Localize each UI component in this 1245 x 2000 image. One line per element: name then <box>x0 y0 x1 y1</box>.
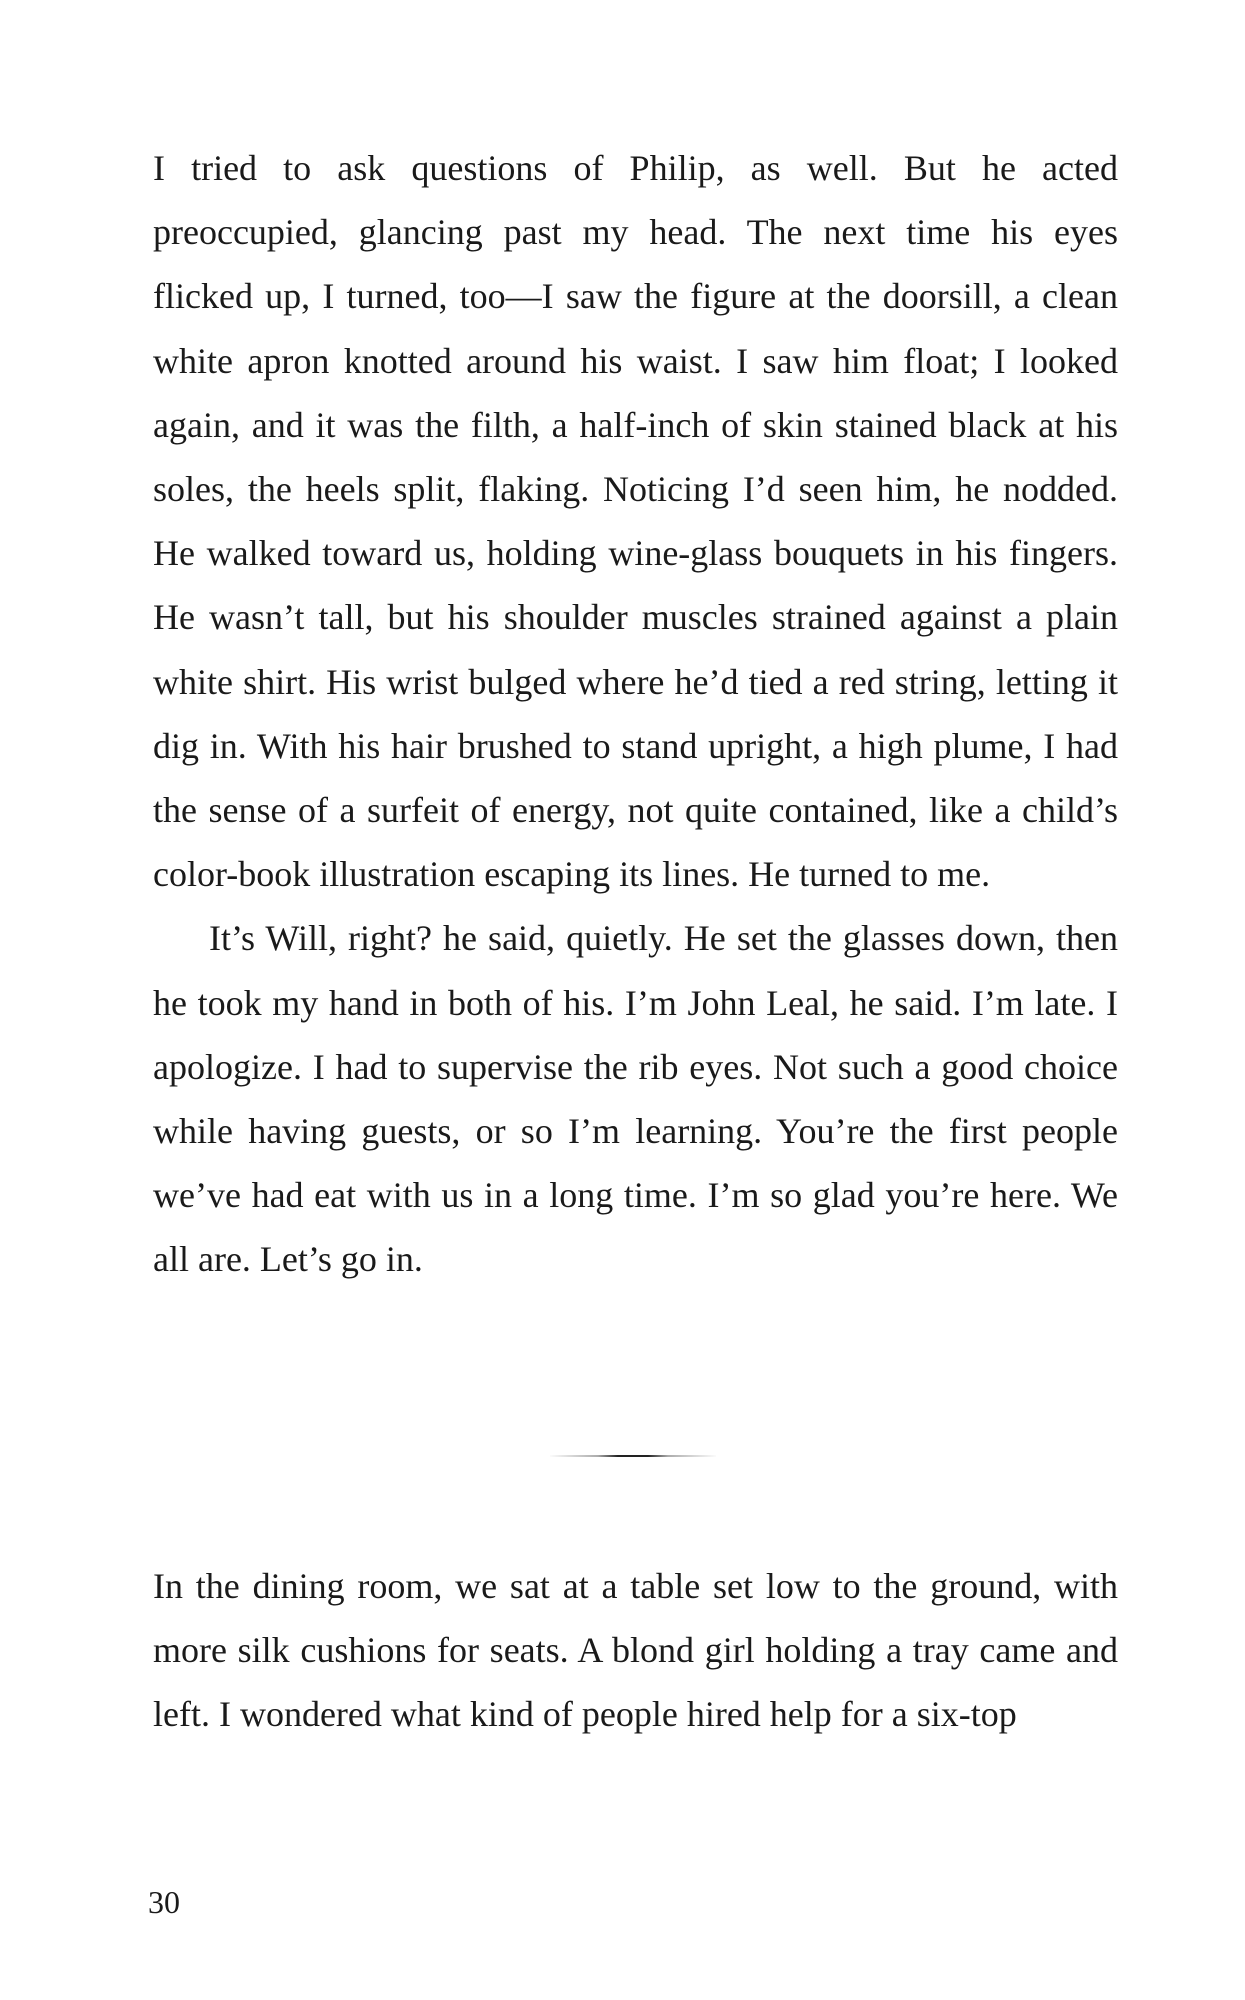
text-block-lower <box>153 1554 1118 1747</box>
section-break-rule <box>548 1454 718 1458</box>
paragraph: In the dining room, we sat at a table set low to the ground, with more silk cushions for seats. A blond girl holding a tray came and left. I wondered what kind of people hired help for a six-top <box>153 1566 1118 1735</box>
paragraph: It’s Will, right? he said, quietly. He set the glasses down, then he took my hand in both of his. I’m John Leal, he said. I’m late. I apologize. I had to supervise the rib eyes. Not such a good choice while having guests, or so I’m learning. You’re the first people we’ve had eat with us in a long time. I’m so glad you’re here. We all are. Let’s go in. <box>153 918 1118 1280</box>
text-block-upper <box>153 136 1118 1292</box>
paragraph: I tried to ask questions of Philip, as well. But he acted preoccupied, glancing past my head. The next time his eyes flicked up, I turned, too—I saw the figure at the doorsill, a clean white apron knotted around his waist. I saw him float; I looked again, and it was the filth, a half-inch of skin stained black at his soles, the heels split, flaking. Noticing I’d seen him, he nodded. He walked toward us, holding wine-glass bouquets in his fingers. He wasn’t tall, but his shoulder muscles strained against a plain white shirt. His wrist bulged where he’d tied a red string, letting it dig in. With his hair brushed to stand upright, a high plume, I had the sense of a surfeit of energy, not quite contained, like a child’s color-book illustration escaping its lines. He turned to me. <box>153 148 1118 895</box>
page-number: 30 <box>148 1884 180 1920</box>
